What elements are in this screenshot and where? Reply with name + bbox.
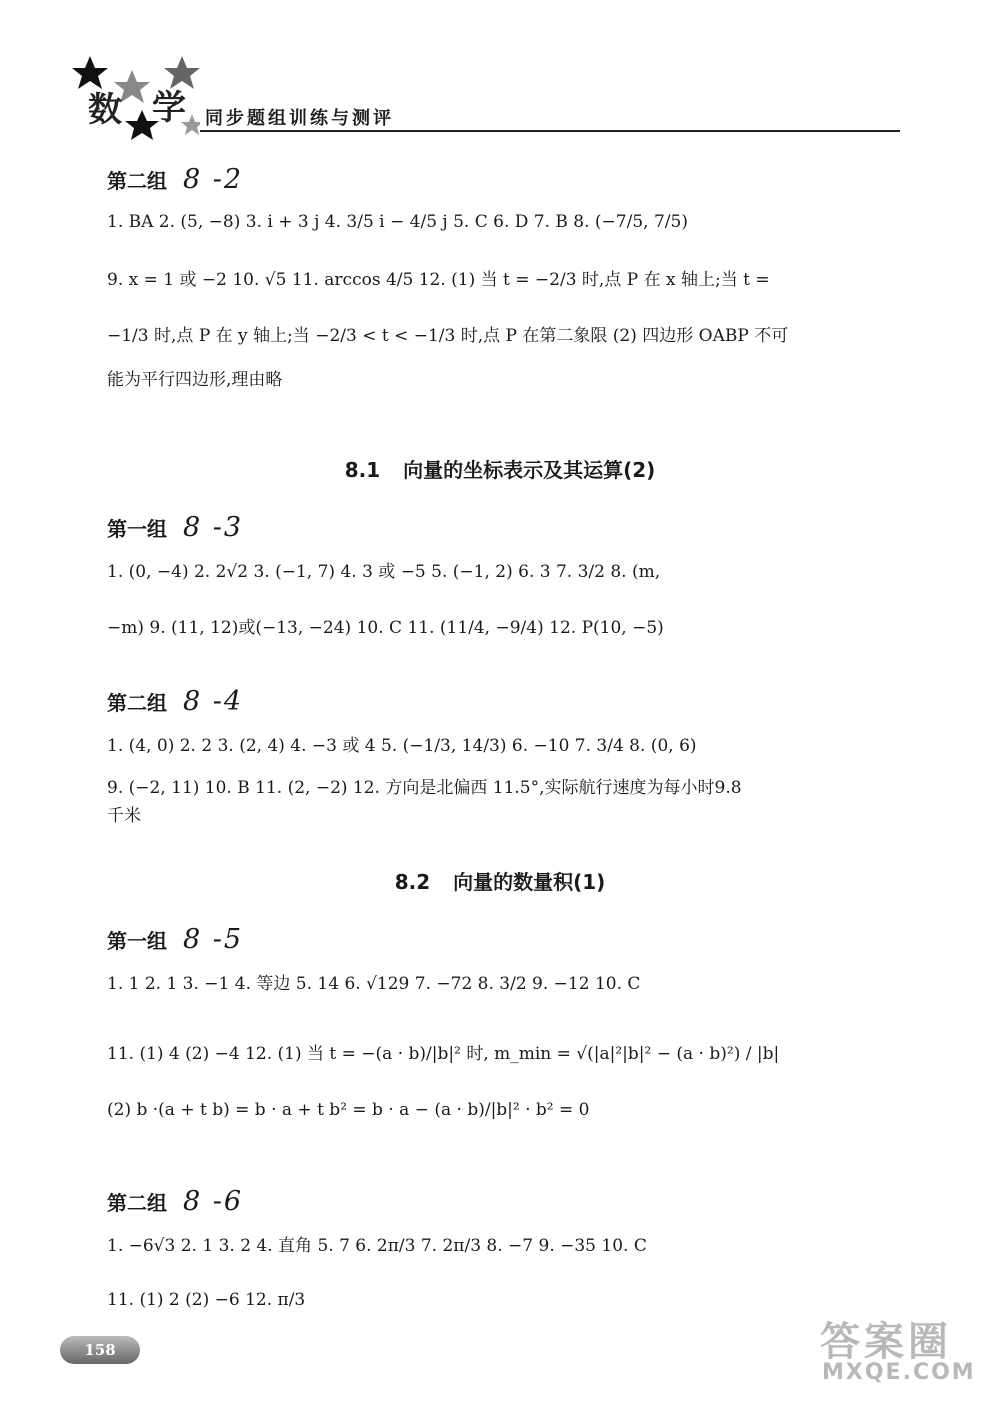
group-code: 8 -4 <box>183 686 244 717</box>
answer-line: 11. (1) 2 (2) −6 12. π/3 <box>107 1290 306 1310</box>
group-code: 8 -5 <box>183 924 244 955</box>
group-label: 第二组 <box>107 1191 167 1215</box>
group-heading <box>107 1186 243 1217</box>
group-code: 8 -2 <box>183 164 244 195</box>
book-subtitle: 同步题组训练与测评 <box>205 108 394 129</box>
answer-line: 1. BA 2. (5, −8) 3. i + 3 j 4. 3/5 i − 4/5 j 5. C 6. D 7. B 8. (−7/5, 7/5) <box>107 212 688 232</box>
answer-line: (2) b ·(a + t b) = b · a + t b² = b · a − (a · b)/|b|² · b² = 0 <box>107 1100 590 1120</box>
group-label: 第二组 <box>107 691 167 715</box>
section-name: 向量的坐标表示及其运算(2) <box>403 458 656 482</box>
answer-line: 1. −6√3 2. 1 3. 2 4. 直角 5. 7 6. 2π/3 7. 2π/3 8. −7 9. −35 10. C <box>107 1236 647 1256</box>
group-heading <box>107 686 243 717</box>
header-rule <box>200 130 900 132</box>
answer-line: 11. (1) 4 (2) −4 12. (1) 当 t = −(a · b)/|b|² 时, m_min = √(|a|²|b|² − (a · b)²) / |b| <box>107 1044 780 1064</box>
answer-line: 千米 <box>107 806 141 826</box>
section-number: 8.1 <box>344 458 381 482</box>
answer-line: 9. x = 1 或 −2 10. √5 11. arccos 4/5 12. (1) 当 t = −2/3 时,点 P 在 x 轴上;当 t = <box>107 270 770 290</box>
section-number: 8.2 <box>394 870 431 894</box>
logo-char-1: 数 <box>88 90 122 130</box>
group-code: 8 -6 <box>183 1186 244 1217</box>
group-heading <box>107 924 243 955</box>
answer-line: 能为平行四边形,理由略 <box>107 370 283 390</box>
group-label: 第一组 <box>107 517 167 541</box>
page-header <box>60 52 910 142</box>
subject-logo <box>70 52 200 140</box>
watermark-url: MXQE.COM <box>822 1360 976 1385</box>
answer-line: −1/3 时,点 P 在 y 轴上;当 −2/3 < t < −1/3 时,点 P 在第二象限 (2) 四边形 OABP 不可 <box>107 326 789 346</box>
section-title <box>0 454 1000 483</box>
section-name: 向量的数量积(1) <box>453 870 606 894</box>
section-title <box>0 866 1000 895</box>
page-number: 158 <box>60 1336 140 1364</box>
watermark <box>820 1310 990 1390</box>
group-code: 8 -3 <box>183 512 244 543</box>
answer-line: 1. 1 2. 1 3. −1 4. 等边 5. 14 6. √129 7. −72 8. 3/2 9. −12 10. C <box>107 974 641 994</box>
watermark-text: 答案圈 <box>820 1319 952 1365</box>
answer-line: 9. (−2, 11) 10. B 11. (2, −2) 12. 方向是北偏西 11.5°,实际航行速度为每小时9.8 <box>107 778 742 798</box>
answer-line: 1. (0, −4) 2. 2√2 3. (−1, 7) 4. 3 或 −5 5. (−1, 2) 6. 3 7. 3/2 8. (m, <box>107 562 661 582</box>
group-heading <box>107 164 243 195</box>
answer-line: −m) 9. (11, 12)或(−13, −24) 10. C 11. (11/4, −9/4) 12. P(10, −5) <box>107 618 664 638</box>
group-label: 第二组 <box>107 169 167 193</box>
logo-char-2: 学 <box>152 88 186 128</box>
group-label: 第一组 <box>107 929 167 953</box>
group-heading <box>107 512 243 543</box>
answer-line: 1. (4, 0) 2. 2 3. (2, 4) 4. −3 或 4 5. (−1/3, 14/3) 6. −10 7. 3/4 8. (0, 6) <box>107 736 697 756</box>
